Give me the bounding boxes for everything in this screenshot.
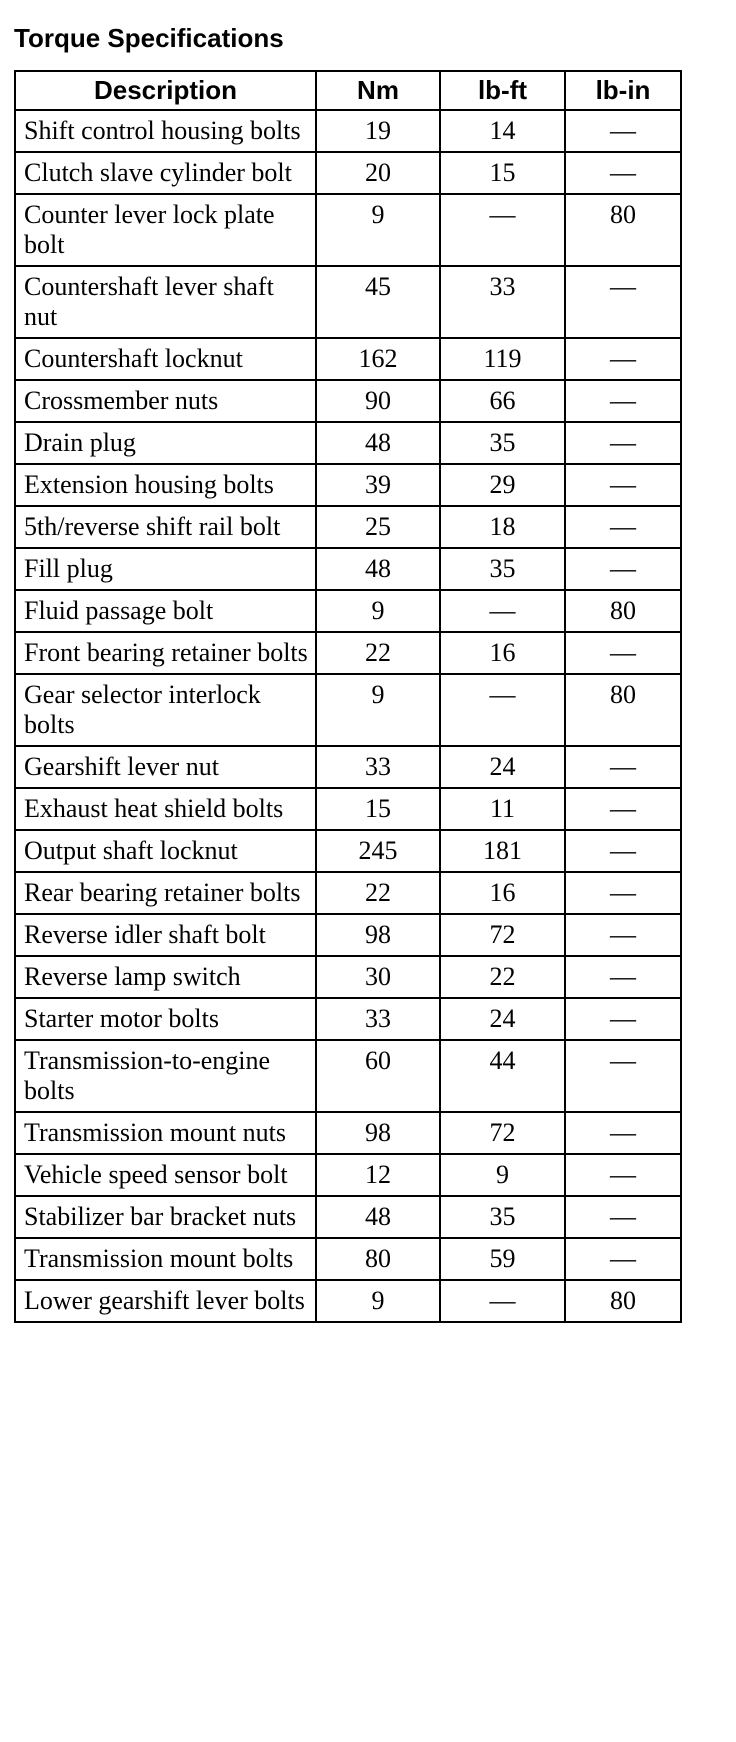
cell-nm: 9 bbox=[316, 674, 440, 746]
cell-description: Vehicle speed sensor bolt bbox=[15, 1154, 316, 1196]
cell-nm: 48 bbox=[316, 1196, 440, 1238]
cell-nm: 33 bbox=[316, 998, 440, 1040]
cell-description: Starter motor bolts bbox=[15, 998, 316, 1040]
table-row bbox=[15, 1154, 681, 1196]
table-row bbox=[15, 194, 681, 266]
table-row bbox=[15, 266, 681, 338]
cell-nm: 12 bbox=[316, 1154, 440, 1196]
cell-lbin: — bbox=[565, 914, 681, 956]
cell-description: Drain plug bbox=[15, 422, 316, 464]
cell-lbin: — bbox=[565, 788, 681, 830]
header-lbin: lb-in bbox=[565, 71, 681, 110]
table-row bbox=[15, 590, 681, 632]
table-row bbox=[15, 1238, 681, 1280]
cell-lbft: 22 bbox=[440, 956, 565, 998]
table-row bbox=[15, 956, 681, 998]
cell-lbft: 24 bbox=[440, 746, 565, 788]
cell-nm: 30 bbox=[316, 956, 440, 998]
header-row bbox=[15, 71, 681, 110]
cell-lbin: — bbox=[565, 380, 681, 422]
cell-description: Stabilizer bar bracket nuts bbox=[15, 1196, 316, 1238]
cell-nm: 98 bbox=[316, 914, 440, 956]
cell-nm: 98 bbox=[316, 1112, 440, 1154]
cell-lbin: — bbox=[565, 1112, 681, 1154]
cell-lbft: 35 bbox=[440, 1196, 565, 1238]
cell-description: Clutch slave cylinder bolt bbox=[15, 152, 316, 194]
table-row bbox=[15, 872, 681, 914]
cell-nm: 60 bbox=[316, 1040, 440, 1112]
cell-lbin: 80 bbox=[565, 674, 681, 746]
cell-description: Countershaft lever shaft nut bbox=[15, 266, 316, 338]
table-row bbox=[15, 674, 681, 746]
table-row bbox=[15, 998, 681, 1040]
cell-lbft: 44 bbox=[440, 1040, 565, 1112]
table-row bbox=[15, 110, 681, 152]
cell-lbft: 35 bbox=[440, 548, 565, 590]
cell-nm: 15 bbox=[316, 788, 440, 830]
cell-nm: 245 bbox=[316, 830, 440, 872]
cell-description: Countershaft locknut bbox=[15, 338, 316, 380]
cell-description: Output shaft locknut bbox=[15, 830, 316, 872]
cell-lbin: 80 bbox=[565, 1280, 681, 1322]
torque-spec-table bbox=[14, 70, 682, 1323]
cell-nm: 20 bbox=[316, 152, 440, 194]
table-row bbox=[15, 548, 681, 590]
table-row bbox=[15, 746, 681, 788]
cell-lbin: — bbox=[565, 110, 681, 152]
cell-lbin: — bbox=[565, 506, 681, 548]
cell-lbin: 80 bbox=[565, 194, 681, 266]
cell-nm: 90 bbox=[316, 380, 440, 422]
page-title: Torque Specifications bbox=[14, 23, 284, 53]
table-row bbox=[15, 506, 681, 548]
cell-nm: 9 bbox=[316, 590, 440, 632]
cell-lbin: — bbox=[565, 998, 681, 1040]
header-lbft: lb-ft bbox=[440, 71, 565, 110]
cell-nm: 22 bbox=[316, 872, 440, 914]
cell-description: Front bearing retainer bolts bbox=[15, 632, 316, 674]
cell-lbin: — bbox=[565, 266, 681, 338]
cell-description: Shift control housing bolts bbox=[15, 110, 316, 152]
cell-nm: 19 bbox=[316, 110, 440, 152]
cell-description: Counter lever lock plate bolt bbox=[15, 194, 316, 266]
table-row bbox=[15, 830, 681, 872]
cell-lbft: 29 bbox=[440, 464, 565, 506]
cell-description: Fluid passage bolt bbox=[15, 590, 316, 632]
cell-lbin: — bbox=[565, 422, 681, 464]
cell-lbft: — bbox=[440, 194, 565, 266]
cell-description: Rear bearing retainer bolts bbox=[15, 872, 316, 914]
cell-lbft: — bbox=[440, 1280, 565, 1322]
table-row bbox=[15, 422, 681, 464]
cell-description: 5th/reverse shift rail bolt bbox=[15, 506, 316, 548]
cell-nm: 9 bbox=[316, 194, 440, 266]
cell-lbft: 72 bbox=[440, 1112, 565, 1154]
table-row bbox=[15, 1112, 681, 1154]
cell-nm: 80 bbox=[316, 1238, 440, 1280]
cell-description: Transmission-to-engine bolts bbox=[15, 1040, 316, 1112]
cell-description: Lower gearshift lever bolts bbox=[15, 1280, 316, 1322]
cell-lbft: 33 bbox=[440, 266, 565, 338]
cell-lbin: — bbox=[565, 956, 681, 998]
cell-lbft: 16 bbox=[440, 632, 565, 674]
cell-description: Gearshift lever nut bbox=[15, 746, 316, 788]
cell-nm: 25 bbox=[316, 506, 440, 548]
cell-lbft: 181 bbox=[440, 830, 565, 872]
cell-nm: 48 bbox=[316, 548, 440, 590]
cell-lbin: 80 bbox=[565, 590, 681, 632]
cell-description: Reverse idler shaft bolt bbox=[15, 914, 316, 956]
cell-nm: 33 bbox=[316, 746, 440, 788]
cell-lbin: — bbox=[565, 1040, 681, 1112]
cell-lbin: — bbox=[565, 1196, 681, 1238]
cell-description: Gear selector interlock bolts bbox=[15, 674, 316, 746]
table-row bbox=[15, 1196, 681, 1238]
cell-nm: 39 bbox=[316, 464, 440, 506]
cell-description: Crossmember nuts bbox=[15, 380, 316, 422]
table-row bbox=[15, 152, 681, 194]
cell-lbin: — bbox=[565, 1154, 681, 1196]
cell-lbft: 14 bbox=[440, 110, 565, 152]
cell-lbft: 11 bbox=[440, 788, 565, 830]
cell-lbin: — bbox=[565, 746, 681, 788]
table-row bbox=[15, 788, 681, 830]
table-row bbox=[15, 1040, 681, 1112]
cell-lbft: — bbox=[440, 590, 565, 632]
table-row bbox=[15, 632, 681, 674]
table-row bbox=[15, 380, 681, 422]
cell-lbft: 35 bbox=[440, 422, 565, 464]
table-row bbox=[15, 914, 681, 956]
cell-lbft: 9 bbox=[440, 1154, 565, 1196]
cell-description: Transmission mount bolts bbox=[15, 1238, 316, 1280]
table-row bbox=[15, 464, 681, 506]
cell-nm: 162 bbox=[316, 338, 440, 380]
cell-lbft: 59 bbox=[440, 1238, 565, 1280]
cell-lbft: 119 bbox=[440, 338, 565, 380]
table-row bbox=[15, 338, 681, 380]
cell-lbin: — bbox=[565, 548, 681, 590]
cell-lbft: 18 bbox=[440, 506, 565, 548]
cell-lbin: — bbox=[565, 338, 681, 380]
cell-description: Fill plug bbox=[15, 548, 316, 590]
cell-description: Exhaust heat shield bolts bbox=[15, 788, 316, 830]
cell-nm: 45 bbox=[316, 266, 440, 338]
cell-description: Transmission mount nuts bbox=[15, 1112, 316, 1154]
cell-lbin: — bbox=[565, 632, 681, 674]
cell-nm: 22 bbox=[316, 632, 440, 674]
cell-lbin: — bbox=[565, 872, 681, 914]
cell-lbin: — bbox=[565, 464, 681, 506]
header-nm: Nm bbox=[316, 71, 440, 110]
cell-lbft: 15 bbox=[440, 152, 565, 194]
table-row bbox=[15, 1280, 681, 1322]
cell-nm: 9 bbox=[316, 1280, 440, 1322]
cell-description: Extension housing bolts bbox=[15, 464, 316, 506]
header-description: Description bbox=[15, 71, 316, 110]
cell-nm: 48 bbox=[316, 422, 440, 464]
cell-lbft: 72 bbox=[440, 914, 565, 956]
cell-lbft: 24 bbox=[440, 998, 565, 1040]
cell-lbin: — bbox=[565, 1238, 681, 1280]
cell-lbft: — bbox=[440, 674, 565, 746]
cell-description: Reverse lamp switch bbox=[15, 956, 316, 998]
cell-lbft: 16 bbox=[440, 872, 565, 914]
cell-lbin: — bbox=[565, 830, 681, 872]
cell-lbft: 66 bbox=[440, 380, 565, 422]
cell-lbin: — bbox=[565, 152, 681, 194]
